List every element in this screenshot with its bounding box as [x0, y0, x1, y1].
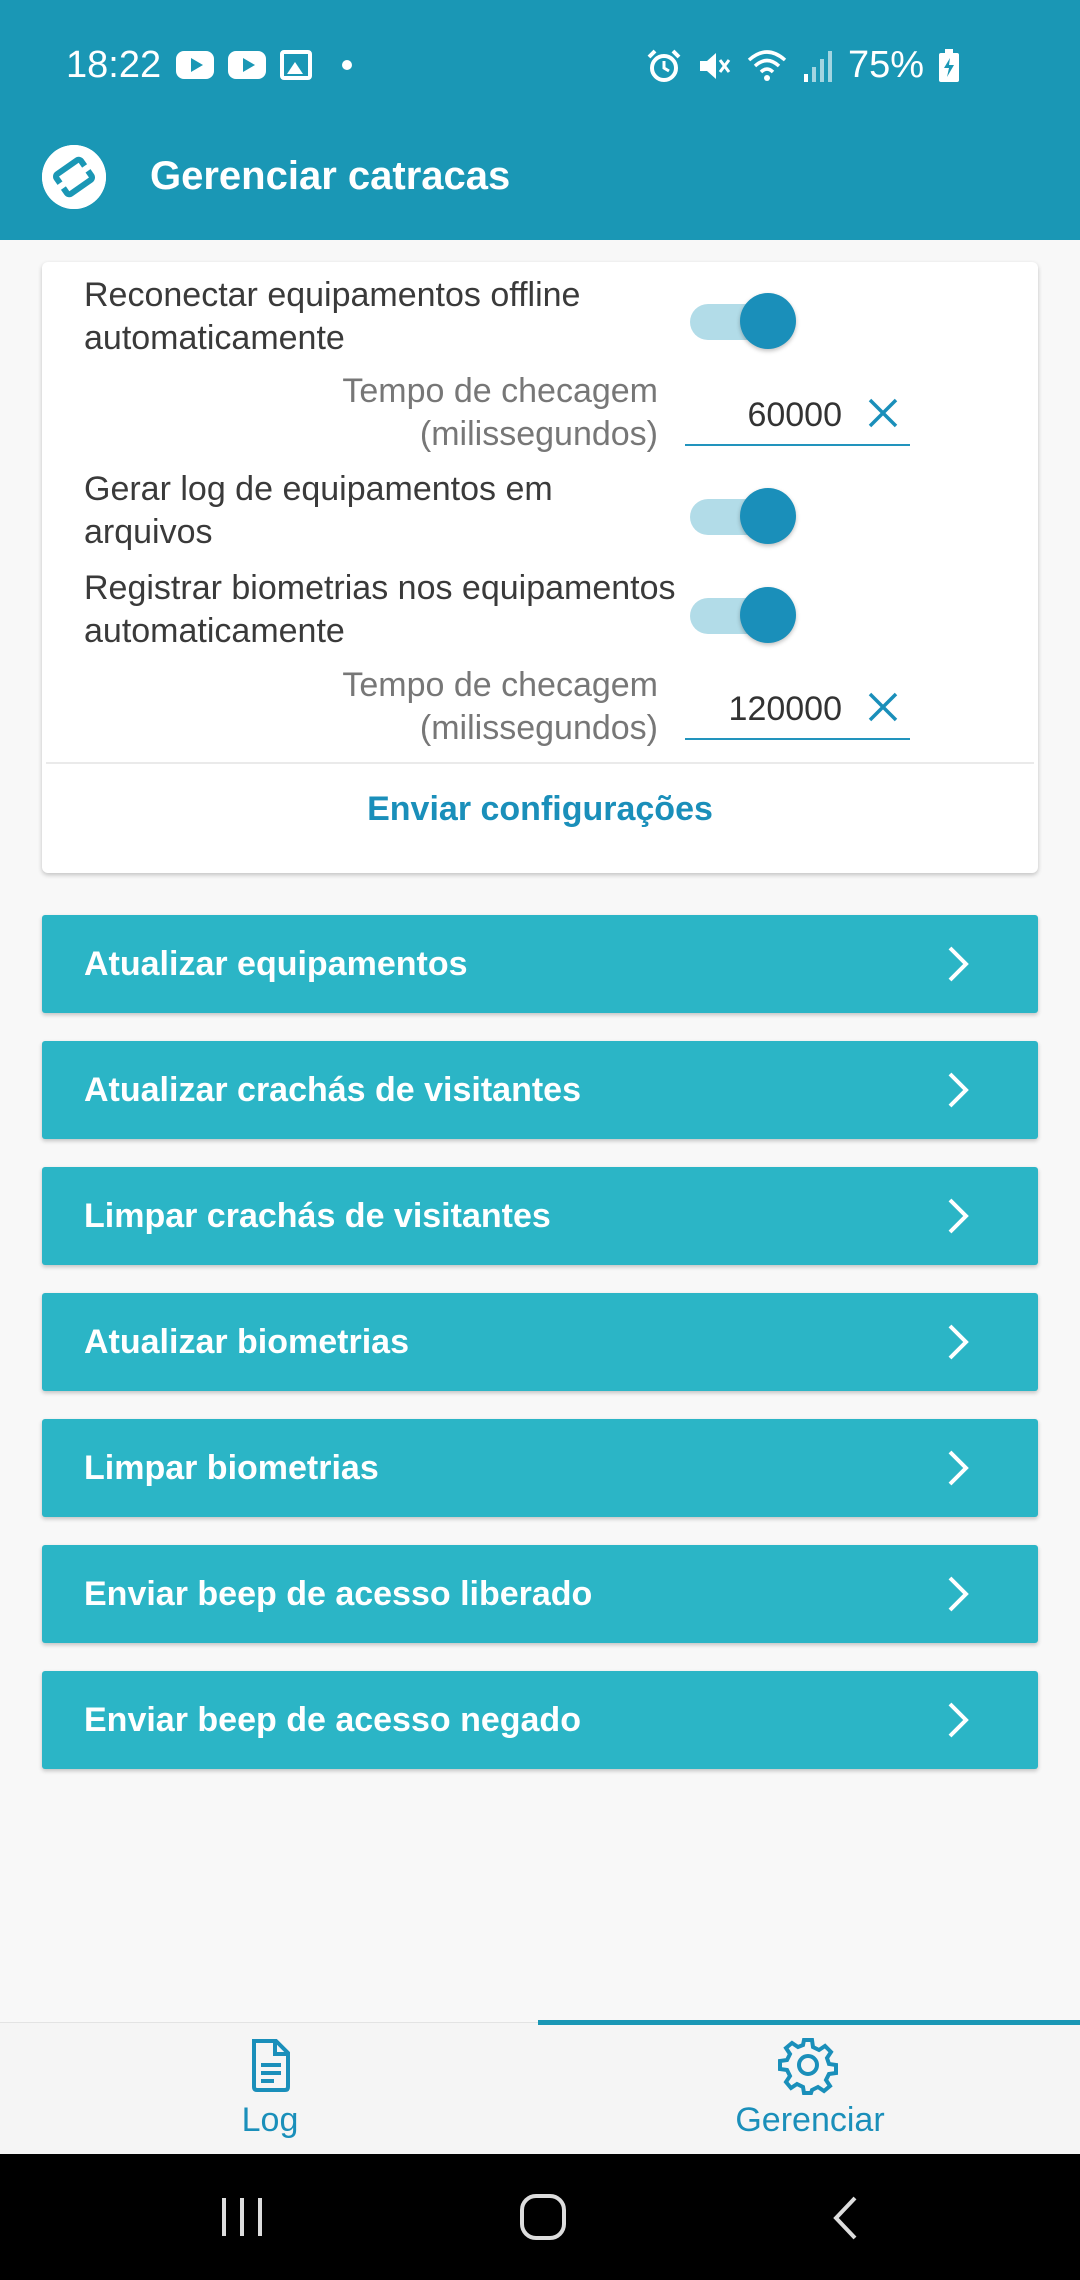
chevron-right-icon	[946, 945, 970, 983]
clear-icon[interactable]	[866, 396, 900, 430]
log-label: Gerar log de equipamentos em arquivos	[84, 470, 553, 551]
gear-icon	[778, 2035, 838, 2095]
check-time-label: Tempo de checagem (milissegundos)	[342, 666, 658, 747]
chevron-right-icon	[946, 1197, 970, 1235]
status-time: 18:22	[66, 44, 162, 86]
action-label: Atualizar crachás de visitantes	[84, 1071, 582, 1109]
clear-icon[interactable]	[866, 690, 900, 724]
gallery-icon	[280, 50, 312, 80]
chevron-right-icon	[946, 1071, 970, 1109]
biometrics-toggle[interactable]	[690, 582, 798, 642]
battery-charging-icon	[938, 49, 960, 83]
page-title: Gerenciar catracas	[150, 154, 511, 198]
biometrics-label: Registrar biometrias nos equipamentos automaticamente	[84, 569, 676, 650]
check-time-value[interactable]: 60000	[747, 396, 842, 434]
action-beep-access-granted-button[interactable]	[42, 1545, 1038, 1643]
action-label: Limpar biometrias	[84, 1449, 379, 1487]
recents-icon[interactable]	[218, 2194, 266, 2240]
reconnect-toggle[interactable]	[690, 288, 798, 348]
action-label: Atualizar biometrias	[84, 1323, 409, 1361]
settings-card	[42, 262, 1038, 873]
check-time-field[interactable]	[685, 680, 910, 740]
home-icon[interactable]	[518, 2192, 568, 2242]
status-bar	[0, 0, 1080, 130]
check-time-value[interactable]: 120000	[728, 690, 842, 728]
log-toggle[interactable]	[690, 483, 798, 543]
signal-icon	[802, 48, 834, 84]
notification-dot-icon	[342, 60, 352, 70]
tab-log[interactable]	[0, 2023, 540, 2155]
notification-icons	[176, 50, 352, 80]
system-status-icons	[646, 44, 960, 87]
totvs-logo-icon	[42, 145, 106, 209]
action-label: Limpar crachás de visitantes	[84, 1197, 551, 1235]
reconnect-label: Reconectar equipamentos offline automaticamente	[84, 276, 581, 357]
action-update-biometrics-button[interactable]	[42, 1293, 1038, 1391]
app-bar	[0, 130, 1080, 240]
send-settings-button[interactable]: Enviar configurações	[367, 790, 713, 828]
wifi-icon	[746, 48, 788, 84]
chevron-right-icon	[946, 1449, 970, 1487]
chevron-right-icon	[946, 1575, 970, 1613]
action-label: Atualizar equipamentos	[84, 945, 468, 983]
alarm-icon	[646, 48, 682, 84]
divider	[46, 762, 1034, 764]
action-clear-visitor-badges-button[interactable]	[42, 1167, 1038, 1265]
check-time-field[interactable]	[685, 386, 910, 446]
action-label: Enviar beep de acesso negado	[84, 1701, 581, 1739]
tab-label: Log	[241, 2101, 299, 2139]
tab-label: Gerenciar	[735, 2101, 885, 2139]
check-time-label: Tempo de checagem (milissegundos)	[342, 372, 658, 453]
action-beep-access-denied-button[interactable]	[42, 1671, 1038, 1769]
tab-gerenciar[interactable]	[540, 2023, 1080, 2155]
back-icon[interactable]	[830, 2194, 860, 2242]
youtube-icon	[176, 51, 214, 79]
action-update-visitor-badges-button[interactable]	[42, 1041, 1038, 1139]
document-icon	[240, 2035, 300, 2095]
action-clear-biometrics-button[interactable]	[42, 1419, 1038, 1517]
chevron-right-icon	[946, 1323, 970, 1361]
youtube-icon	[228, 51, 266, 79]
chevron-right-icon	[946, 1701, 970, 1739]
action-label: Enviar beep de acesso liberado	[84, 1575, 593, 1613]
bottom-navigation	[0, 2022, 1080, 2154]
mute-icon	[696, 48, 732, 84]
battery-percent: 75%	[847, 44, 924, 86]
action-update-devices-button[interactable]	[42, 915, 1038, 1013]
system-navigation-bar	[0, 2154, 1080, 2280]
